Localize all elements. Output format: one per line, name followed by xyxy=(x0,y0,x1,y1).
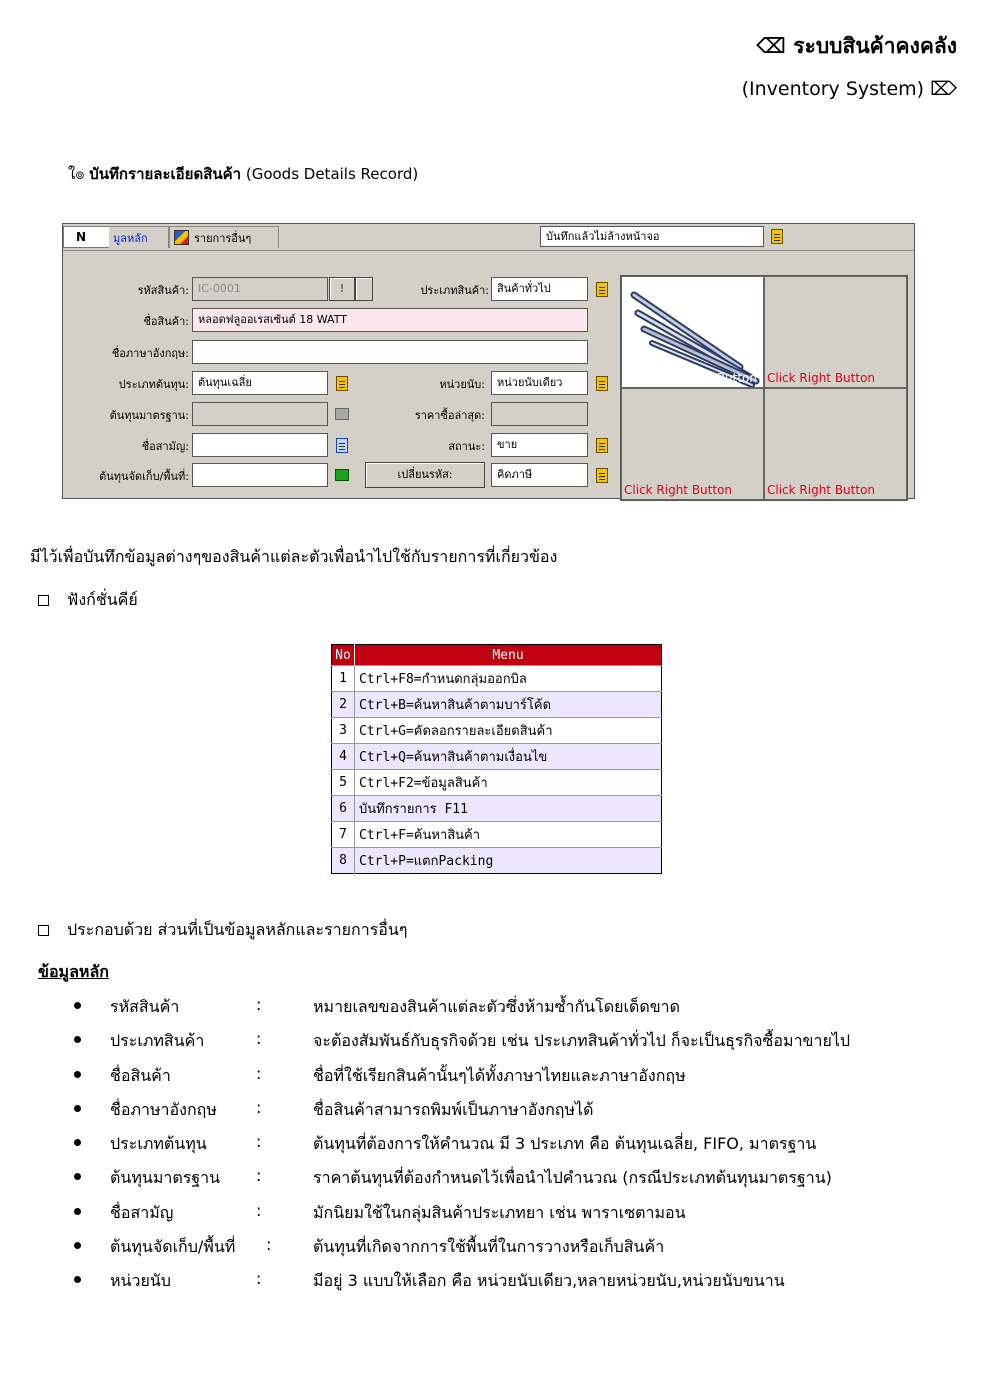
function-key-menu-table xyxy=(331,644,662,874)
item-description: ต้นทุนที่ต้องการให้คำนวณ มี 3 ประเภท คือ ต้นทุนเฉลี่ย, FIFO, มาตรฐาน xyxy=(313,1134,817,1154)
section-bullet-icon: ใ๏ xyxy=(68,165,85,183)
bullet-icon xyxy=(74,1036,81,1043)
unit-field[interactable]: หน่วยนับเดียว xyxy=(491,371,588,395)
save-mode-value: บันทึกแล้วไม่ล้างหน้าจอ xyxy=(546,230,660,243)
row-menu: Ctrl+B=ค้นหาสินค้าตามบาร์โค้ด xyxy=(355,692,662,718)
column-header-menu: Menu xyxy=(355,645,662,666)
image-cell-4-label: Click Right Button xyxy=(767,483,876,497)
row-no: 7 xyxy=(332,822,355,848)
item-term: หน่วยนับ xyxy=(110,1271,171,1291)
item-term: ชื่อสามัญ xyxy=(110,1202,174,1222)
document-icon xyxy=(771,229,783,244)
name-label: ชื่อสินค้า: xyxy=(143,315,189,328)
bullet-icon xyxy=(74,1071,81,1078)
bullet-icon xyxy=(74,1002,81,1009)
checkbox-bullet-icon xyxy=(38,925,49,936)
product-name-field[interactable]: หลอดฟลูออเรสเซ้นต์ 18 WATT xyxy=(192,308,588,332)
item-colon: : xyxy=(256,1029,262,1049)
tab-main-data[interactable] xyxy=(109,226,169,248)
english-name-label: ชื่อภาษาอังกฤษ: xyxy=(111,347,189,360)
row-no: 8 xyxy=(332,848,355,874)
table-header-row xyxy=(332,645,662,666)
section-title-thai: บันทึกรายละเอียดสินค้า xyxy=(89,165,242,183)
table-row xyxy=(332,744,662,770)
main-data-heading: ข้อมูลหลัก xyxy=(38,962,109,981)
tax-button[interactable] xyxy=(593,465,611,485)
storage-cost-label: ต้นทุนจัดเก็บ/พื้นที่: xyxy=(99,470,189,483)
item-description: ต้นทุนที่เกิดจากการใช้พื้นที่ในการวางหรือเก็บสินค้า xyxy=(313,1237,665,1257)
item-colon: : xyxy=(256,1166,262,1186)
cost-type-button[interactable] xyxy=(333,373,351,393)
item-colon: : xyxy=(256,1063,262,1083)
product-type-field[interactable]: สินค้าทั่วไป xyxy=(491,277,588,301)
cost-type-label: ประเภทต้นทุน: xyxy=(118,378,189,391)
item-description: ชื่อสินค้าสามารถพิมพ์เป็นภาษาอังกฤษได้ xyxy=(313,1099,594,1119)
doc-subtitle: (Inventory System) ⌦ xyxy=(741,78,957,100)
image-cell-3-label: Click Right Button xyxy=(624,483,733,497)
item-description: ชื่อที่ใช้เรียกสินค้านั้นๆได้ทั้งภาษาไทยและภาษาอังกฤษ xyxy=(313,1065,686,1085)
standard-cost-field[interactable] xyxy=(192,402,328,426)
row-menu: Ctrl+F=ค้นหาสินค้า xyxy=(355,822,662,848)
table-row xyxy=(332,796,662,822)
item-term: ต้นทุนจัดเก็บ/พื้นที่ xyxy=(110,1237,236,1257)
storage-cost-field[interactable] xyxy=(192,463,328,487)
english-name-field[interactable] xyxy=(192,340,588,364)
status-field[interactable]: ขาย xyxy=(491,433,588,457)
item-colon: : xyxy=(256,995,262,1014)
document-icon xyxy=(336,438,348,453)
item-term: ประเภทต้นทุน xyxy=(110,1134,207,1154)
function-keys-heading xyxy=(38,588,138,613)
code-lookup-button[interactable]: ! xyxy=(329,277,355,301)
item-term: ชื่อสินค้า xyxy=(110,1065,171,1085)
image-cell-3[interactable] xyxy=(621,388,764,500)
checkbox-bullet-icon xyxy=(38,595,49,606)
row-no: 3 xyxy=(332,718,355,744)
row-no: 4 xyxy=(332,744,355,770)
composition-text: ประกอบด้วย ส่วนที่เป็นข้อมูลหลักและรายการอื่นๆ xyxy=(67,920,408,939)
image-cell-4[interactable] xyxy=(764,388,907,500)
item-term: ต้นทุนมาตรฐาน xyxy=(110,1168,221,1188)
table-row xyxy=(332,666,662,692)
row-menu: Ctrl+F8=กำหนดกลุ่มออกบิล xyxy=(355,666,662,692)
item-colon: : xyxy=(266,1235,272,1255)
composition-heading xyxy=(38,918,407,943)
bullet-icon xyxy=(74,1208,81,1215)
product-code-field[interactable]: IC-0001 xyxy=(192,277,328,301)
code-extra-button[interactable] xyxy=(355,277,373,301)
goods-details-window xyxy=(62,223,915,499)
code-label: รหัสสินค้า: xyxy=(137,284,189,297)
unit-button[interactable] xyxy=(593,373,611,393)
tab-bar xyxy=(63,224,914,251)
item-term: ประเภทสินค้า xyxy=(110,1031,205,1051)
row-no: 1 xyxy=(332,666,355,692)
row-menu: Ctrl+G=คัดลอกรายละเอียดสินค้า xyxy=(355,718,662,744)
grid-icon xyxy=(335,469,349,481)
table-row xyxy=(332,692,662,718)
row-menu: บันทึกรายการ F11 xyxy=(355,796,662,822)
common-name-field[interactable] xyxy=(192,433,328,457)
section-title xyxy=(68,162,418,186)
unit-label: หน่วยนับ: xyxy=(439,378,485,391)
row-menu: Ctrl+Q=ค้นหาสินค้าตามเงื่อนไข xyxy=(355,744,662,770)
item-description: มีอยู่ 3 แบบให้เลือก คือ หน่วยนับเดียว,หลายหน่วยนับ,หน่วยนับขนาน xyxy=(313,1271,785,1291)
bullet-icon xyxy=(74,1173,81,1180)
image-cell-1-label: Button xyxy=(716,371,757,385)
item-description: ราคาต้นทุนที่ต้องกำหนดไว้เพื่อนำไปคำนวณ (กรณีประเภทต้นทุนมาตรฐาน) xyxy=(313,1168,832,1188)
last-price-label: ราคาซื้อล่าสุด: xyxy=(414,409,485,422)
document-icon xyxy=(336,376,348,391)
function-keys-label: ฟังก์ชั่นคีย์ xyxy=(67,590,138,609)
item-term: ชื่อภาษาอังกฤษ xyxy=(110,1099,217,1119)
section-title-english: (Goods Details Record) xyxy=(245,165,419,183)
image-cell-1[interactable] xyxy=(621,276,764,388)
common-name-button[interactable] xyxy=(333,435,351,455)
grid-icon xyxy=(335,408,349,420)
item-colon: : xyxy=(256,1269,262,1289)
table-row xyxy=(332,718,662,744)
description-text: มีไว้เพื่อบันทึกข้อมูลต่างๆของสินค้าแต่ละตัวเพื่อนำไปใช้กับรายการที่เกี่ยวข้อง xyxy=(30,547,558,566)
item-description: หมายเลขของสินค้าแต่ละตัวซึ่งห้ามซ้ำกันโดยเด็ดขาด xyxy=(313,997,681,1016)
item-description: จะต้องสัมพันธ์กับธุรกิจด้วย เช่น ประเภทสินค้าทั่วไป ก็จะเป็นธุรกิจซื้อมาขายไป xyxy=(313,1031,851,1051)
table-row xyxy=(332,822,662,848)
save-mode-button[interactable] xyxy=(768,226,786,246)
storage-cost-button[interactable] xyxy=(333,465,351,485)
document-icon xyxy=(596,376,608,391)
product-type-button[interactable] xyxy=(593,279,611,299)
image-cell-2[interactable] xyxy=(764,276,907,388)
last-price-field[interactable] xyxy=(491,402,588,426)
table-row xyxy=(332,770,662,796)
row-no: 2 xyxy=(332,692,355,718)
row-no: 6 xyxy=(332,796,355,822)
item-description: มักนิยมใช้ในกลุ่มสินค้าประเภทยา เช่น พาราเซตามอน xyxy=(313,1202,686,1222)
item-colon: : xyxy=(256,1132,262,1152)
type-label: ประเภทสินค้า: xyxy=(420,284,489,297)
cost-type-field[interactable]: ต้นทุนเฉลี่ย xyxy=(192,371,328,395)
product-image-panel xyxy=(620,275,908,501)
bullet-icon xyxy=(74,1139,81,1146)
standard-cost-button[interactable] xyxy=(333,404,351,424)
document-icon xyxy=(596,468,608,483)
tax-field[interactable]: คิดภาษี xyxy=(491,463,588,487)
tab-other-items[interactable] xyxy=(169,226,279,248)
status-label: สถานะ: xyxy=(448,440,485,453)
item-colon: : xyxy=(256,1097,262,1117)
table-row xyxy=(332,848,662,874)
document-icon xyxy=(596,282,608,297)
status-button[interactable] xyxy=(593,435,611,455)
image-cell-2-label: Click Right Button xyxy=(767,371,876,385)
document-icon xyxy=(596,438,608,453)
item-colon: : xyxy=(256,1200,262,1220)
item-term: รหัสสินค้า xyxy=(110,997,180,1016)
bullet-icon xyxy=(74,1242,81,1249)
row-menu: Ctrl+F2=ข้อมูลสินค้า xyxy=(355,770,662,796)
mode-indicator: N xyxy=(63,226,115,248)
change-code-button[interactable]: เปลี่ยนรหัส: xyxy=(365,462,485,488)
tab-main-label: มูลหลัก xyxy=(113,231,148,245)
common-name-label: ชื่อสามัญ: xyxy=(141,440,189,453)
tab-other-icon xyxy=(174,230,189,245)
row-no: 5 xyxy=(332,770,355,796)
tab-other-label: รายการอื่นๆ xyxy=(194,231,252,245)
bullet-icon xyxy=(74,1105,81,1112)
save-mode-select[interactable] xyxy=(540,226,764,247)
row-menu: Ctrl+P=แตกPacking xyxy=(355,848,662,874)
doc-title: ⌫ ระบบสินค้าคงคลัง xyxy=(756,34,957,58)
column-header-no: No xyxy=(332,645,355,666)
bullet-icon xyxy=(74,1276,81,1283)
standard-cost-label: ต้นทุนมาตรฐาน: xyxy=(109,409,189,422)
